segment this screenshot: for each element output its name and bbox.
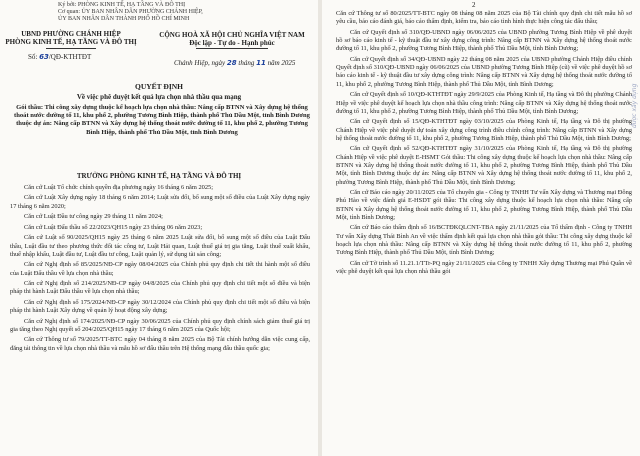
signature-line: ỦY BAN NHÂN DÂN THÀNH PHỐ HỒ CHÍ MINH [58,16,190,22]
legal-basis-list [10,184,310,355]
legal-basis-paragraph: Căn cứ Báo cáo thẩm định số 16/BCTĐKQLCNT-TBA ngày 21/11/2025 của Tổ thẩm định - Công ty TNHH Tư vấn Xây dựng Thái Bình An về việc thẩm định kết quả lựa chọn nhà thầu gói thầu: Thi công xây dựng thuộc kế hoạch lựa chọn nhà thầu: Nâng cấp BTNN và Xây dựng hệ thống thoát nước đường tổ 11, khu phố 2, phường Tương Bình Hiệp, thành phố Thủ Dầu Một, tỉnh Bình Dương; [336,224,632,257]
document-page-2 [322,0,640,456]
digital-signature-block [58,2,203,23]
legal-basis-paragraph: Căn cứ Quyết định số 310/QĐ-UBND ngày 06/06/2025 của UBND phường Tương Bình Hiệp về phê duyệt hồ sơ báo cáo kinh tế - kỹ thuật đầu tư xây dựng công trình: Nâng cấp BTNN và Xây dựng hệ thống thoát nước đường tổ 11, khu phố 2, phường Tương Bình Hiệp, thành phố Thủ Dầu Một, tỉnh Bình Dương; [336,28,632,53]
legal-basis-paragraph: Căn cứ Luật Đấu thầu số 22/2023/QH15 ngày 23 tháng 06 năm 2023; [24,223,203,231]
legal-basis-paragraph: Căn cứ Quyết định số 10/QĐ-KTHTĐT ngày 29/9/2025 của Phòng Kinh tế, Hạ tầng và Đô thị phường Chánh Hiệp về việc phê duyệt kế hoạch lựa chọn nhà thầu công trình: Nâng cấp BTNN và Xây dựng hệ thống thoát nước đường tổ 11, khu phố 2, phường Tương Bình Hiệp, thành phố Thủ Dầu Một, tỉnh Bình Dương; [336,91,632,115]
legal-basis-paragraph: Căn cứ Luật Đầu tư công ngày 29 tháng 11 năm 2024; [24,213,163,221]
document-subtitle: Về việc phê duyệt kết quả lựa chọn nhà thầu qua mạng [76,93,242,101]
motto-underline [196,48,268,49]
legal-basis-paragraph: Căn cứ Tờ trình số 11.21.1/TTr-PQ ngày 21/11/2025 của Công ty TNHH Xây dựng Thương mại Phú Quân về việc phê duyệt kết quả lựa chọn nhà thầu gói [336,259,632,276]
legal-basis-paragraph: Căn cứ Quyết định số 34/QĐ-UBND ngày 22 tháng 08 năm 2025 của UBND phường Chánh Hiệp điều chỉnh Quyết định số 310/QĐ-UBND ngày 06/06/2025 của UBND phường Tương Bình Hiệp (cũ) về việc phê duyệt hồ sơ báo cáo kinh tế - kỹ thuật đầu tư xây dựng công trình: Nâng cấp BTNN và Xây dựng hệ thống thoát nước đường tổ 11, khu phố 2, phường Tương Bình Hiệp, thành phố Thủ Dầu Một, tỉnh Bình Dương; [336,55,632,88]
signature-line: Cơ quan: ỦY BAN NHÂN DÂN PHƯỜNG CHÁNH HIỆP, [58,9,203,15]
org-name: PHÒNG KINH TẾ, HẠ TẦNG VÀ ĐÔ THỊ [5,38,137,46]
org-parent: UBND PHƯỜNG CHÁNH HIỆP [21,30,121,38]
motto: Độc lập - Tự do - Hạnh phúc [189,39,275,47]
faded-margin-stamp: được xây dựng [631,83,638,128]
legal-basis-paragraph: Căn cứ Báo cáo ngày 20/11/2025 của Tổ chuyên gia - Công ty TNHH Tư vấn Xây dựng và Thương mại Đông Phú Hào về việc đánh giá E-HSDT gói thầu: Thi công xây dựng thuộc kế hoạch lựa chọn nhà thầu: Nâng cấp BTNN và Xây dựng hệ thống thoát nước đường tổ 11, khu phố 2, phường Tương Bình Hiệp, thành phố Thủ Dầu Một, tỉnh Bình Dương; [336,189,632,221]
handwritten-number: 63 [39,53,49,61]
document-number: Số: 63/QĐ-KTHTĐT [28,53,92,61]
authority-heading: TRƯỞNG PHÒNG KINH TẾ, HẠ TẦNG VÀ ĐÔ THỊ [76,172,242,180]
legal-basis-paragraph: Căn cứ Quyết định số 15/QĐ-KTHTĐT ngày 03/10/2025 của Phòng Kinh tế, Hạ tầng và Đô thị phường Chánh Hiệp về việc phê duyệt dự toán xây dựng công trình điều chỉnh công trình: Nâng cấp BTNN và Xây dựng hệ thống thoát nước đường tổ 11, khu phố 2, phường Tương Bình Hiệp, thành phố Thủ Dầu Một, tỉnh Bình Dương; [336,118,632,142]
legal-basis-paragraph: Căn cứ Thông tư số 79/2025/TT-BTC ngày 04 tháng 8 năm 2025 của Bộ Tài chính hướng dẫn việc cung cấp, đăng tải thông tin về lựa chọn nhà thầu và mẫu hồ sơ đấu thầu trên Hệ thống mạng đấu thầu quốc gia; [10,336,310,352]
document-page-1 [0,0,318,456]
legal-basis-paragraph: Căn cứ Thông tư số 80/2025/TT-BTC ngày 08 tháng 08 năm 2025 của Bộ Tài chính quy định chi tiết mẫu hồ sơ yêu cầu, báo cáo đánh giá, báo cáo thẩm định, kiểm tra, báo cáo tình hình thực hiện công tác đấu thầu; [336,10,632,26]
legal-basis-paragraph: Căn cứ Luật Tổ chức chính quyền địa phương ngày 16 tháng 6 năm 2025; [24,184,214,191]
signature-line: Ký bởi: PHÒNG KINH TẾ, HẠ TẦNG VÀ ĐÔ THỊ [58,2,186,8]
legal-basis-paragraph: Căn cứ Nghị định số 174/2025/NĐ-CP ngày 30/06/2025 của Chính phủ quy định chính sách giảm thuế giá trị gia tăng theo Nghị quyết số 204/2025/QH15 ngày 17 tháng 6 năm 2025 của Quốc hội; [10,317,310,333]
org-underline [46,48,96,49]
legal-basis-paragraph: Căn cứ Nghị định số 214/2025/NĐ-CP ngày 04/8/2025 của Chính phủ quy định chi tiết một số điều và biện pháp thi hành Luật Đấu thầu về lựa chọn nhà thầu; [10,280,310,296]
legal-basis-paragraph: Căn cứ Quyết định số 52/QĐ-KTHTĐT ngày 31/10/2025 của Phòng Kinh tế, Hạ tầng và Đô thị phường Chánh Hiệp về việc phê duyệt E-HSMT Gói thầu: Thi công xây dựng thuộc kế hoạch lựa chọn nhà thầu: Nâng cấp BTNN và Xây dựng hệ thống thoát nước đường tổ 11, khu phố 2, phường Tương Bình Hiệp, thành phố Thủ Dầu Một, tỉnh Bình Dương thuộc dự án: Nâng cấp BTNN và Xây dựng hệ thống thoát nước đường tổ 11, khu phố 2, phường Tương Bình Hiệp, thành phố Thủ Dầu Một, tỉnh Bình Dương; [336,145,632,186]
handwritten-day: 28 [226,59,237,67]
legal-basis-paragraph: Căn cứ Nghị định số 175/2024/NĐ-CP ngày 30/12/2024 của Chính phủ quy định chi tiết một số điều và biện pháp thi hành Luật Xây dựng về quản lý hoạt động xây dựng; [10,298,310,315]
document-date: Chánh Hiệp, ngày 28 tháng 11 năm 2025 [174,59,296,67]
page-number: 2 [472,1,476,9]
document-title: QUYẾT ĐỊNH [135,82,183,91]
package-description: Gói thầu: Thi công xây dựng thuộc kế hoạch lựa chọn nhà thầu: Nâng cấp BTNN và Xây dựng hệ thống thoát nước đường tổ 11, khu phố 2, phường Tương Bình Hiệp, thành phố Thủ Dầu Một, tỉnh Bình Dương thuộc dự án: Nâng cấp BTNN và Xây dựng hệ thống thoát nước đường tổ 11, khu phố 2, phường Tương Bình Hiệp, thành phố Thủ Dầu Một, tỉnh Bình Dương [14,104,310,136]
legal-basis-list-continued [336,10,632,279]
legal-basis-paragraph: Căn cứ Luật Xây dựng ngày 18 tháng 6 năm 2014; Luật sửa đổi, bổ sung một số điều của Luật Xây dựng ngày 17 tháng 6 năm 2020; [10,194,310,210]
national-motto [146,31,318,47]
country-name: CỘNG HOÀ XÃ HỘI CHỦ NGHĨA VIỆT NAM [159,31,305,39]
handwritten-month: 11 [256,59,266,67]
legal-basis-paragraph: Căn cứ Luật số 90/2025/QH15 ngày 25 tháng 6 năm 2025 Luật sửa đổi, bổ sung một số điều của Luật Đấu thầu, Luật đầu tư theo phương thức đối tác công tư, Luật Hải quan, Luật thuế giá trị gia tăng, Luật thuế xuất khẩu, thuế nhập khẩu, Luật đầu tư, Luật đầu tư công, Luật quản lý, sử dụng tài sản công; [10,234,310,258]
issuing-organization [0,30,142,46]
legal-basis-paragraph: Căn cứ Nghị định số 85/2025/NĐ-CP ngày 08/04/2025 của Chính phủ quy định chi tiết thi hành một số điều của Luật Đấu thầu về lựa chọn nhà thầu; [10,261,310,277]
